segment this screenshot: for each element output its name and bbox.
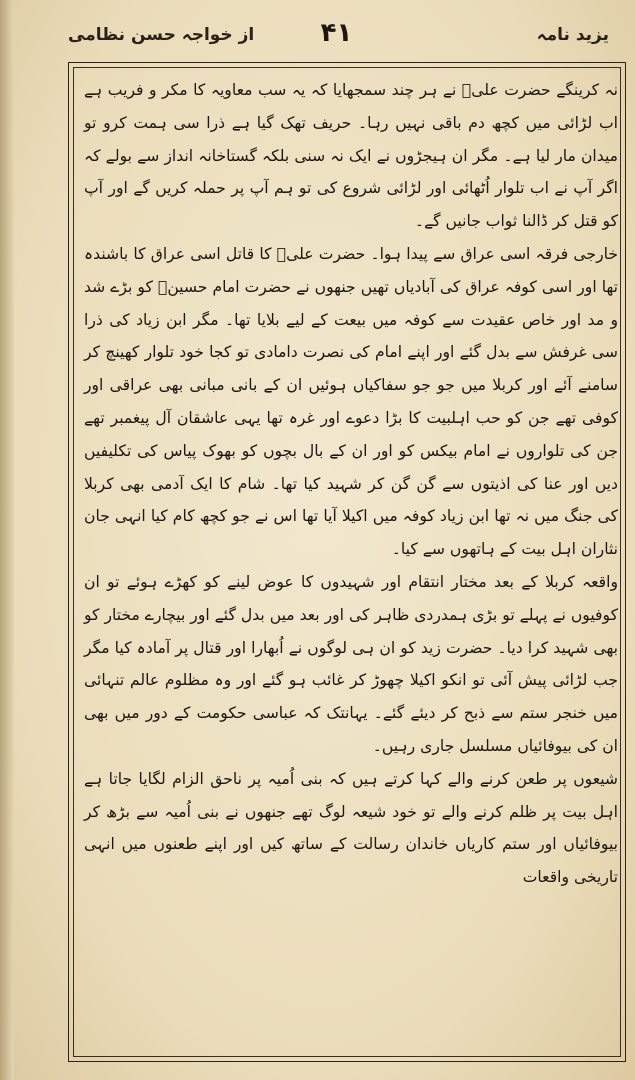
page-number: ۴۱ (320, 18, 353, 48)
book-spine-shadow (0, 0, 14, 1080)
paragraph-1: نہ کرینگے حضرت علیؓ نے ہر چند سمجھایا کہ یہ سب معاویہ کا مکر و فریب ہے اب لڑائی میں کچھ دم باقی نہیں رہا۔ حریف تھک گیا ہے ذرا سی ہمت کرو تو میدان مار لیا ہے۔ مگر ان ہیجڑوں نے ایک نہ سنی بلکہ گستاخانہ انداز سے بولے کہ اگر آپ نے اب تلوار اُٹھائی اور لڑائی شروع کی تو ہم آپ پر حملہ کریں گے اور آپ کو قتل کر ڈالنا ثواب جانیں گے۔ (84, 81, 618, 231)
running-title: یزید نامہ (536, 25, 609, 45)
author-line: از خواجہ حسن نظامی (68, 25, 255, 45)
paragraph-4: شیعوں پر طعن کرنے والے کہا کرتے ہیں کہ بنی اُمیہ پر ناحق الزام لگایا جاتا ہے اہل بیت پر ظلم کرنے والے تو خود شیعہ لوگ تھے جنھوں نے بنی اُمیہ سے بڑھ کر بیوفائیاں اور ستم کاریاں خاندان رسالت کے ساتھ کیں اور اپنے طعنوں میں انہی تاریخی واقعات (84, 769, 618, 887)
body-text (84, 74, 618, 894)
page-header (58, 18, 615, 60)
paragraph-3: واقعہ کربلا کے بعد مختار انتقام اور شہیدوں کا عوض لینے کو کھڑے ہوئے تو ان کوفیوں نے پہلے تو بڑی ہمدردی ظاہر کی اور بعد میں بدل گئے اور بیچارے مختار کو بھی شہید کرا دیا۔ حضرت زید کو ان ہی لوگوں نے اُبھارا اور قتال پر آمادہ کیا مگر جب لڑائی پیش آئی تو انکو اکیلا چھوڑ کر غائب ہو گئے اور وہ مظلوم عالم تنہائی میں خنجر ستم سے ذبح کر دیئے گئے۔ یہانتک کہ عباسی حکومت کے دور میں بھی ان کی بیوفائیاں مسلسل جاری رہیں۔ (84, 572, 618, 755)
paragraph-2: خارجی فرقہ اسی عراق سے پیدا ہوا۔ حضرت علیؓ کا قاتل اسی عراق کا باشندہ تھا اور اسی کوفہ عراق کی آبادیاں تھیں جنھوں نے حضرت امام حسینؓ کو بڑے شد و مد اور خاص عقیدت سے کوفہ میں بیعت کے لیے بلایا تھا۔ مگر ابن زیاد کی ذرا سی غرفش سے بدل گئے اور اپنے امام کی نصرت دامادی تو کجا خود تلوار کھینچ کر سامنے آئے اور کربلا میں جو جو سفاکیاں ہوئیں ان کے بانی مبانی بھی عراقی اور کوفی تھے جن کو حب اہلبیت کا بڑا دعوے اور غرہ تھا یہی عاشقان آل پیغمبر تھے جن کی تلواروں نے امام بیکس کو اور ان کے بال بچوں کو بھوک پیاس کی تکلیفیں دیں اور عنا کی اذیتوں سے گن گن کر شہید کیا تھا۔ شام کا ایک آدمی بھی کربلا کی جنگ میں نہ تھا ابن زیاد کوفہ میں اکیلا آیا تھا اس نے جو کچھ کام کیا انہی جان نثاران اہل بیت کے ہاتھوں سے کیا۔ (84, 244, 618, 559)
